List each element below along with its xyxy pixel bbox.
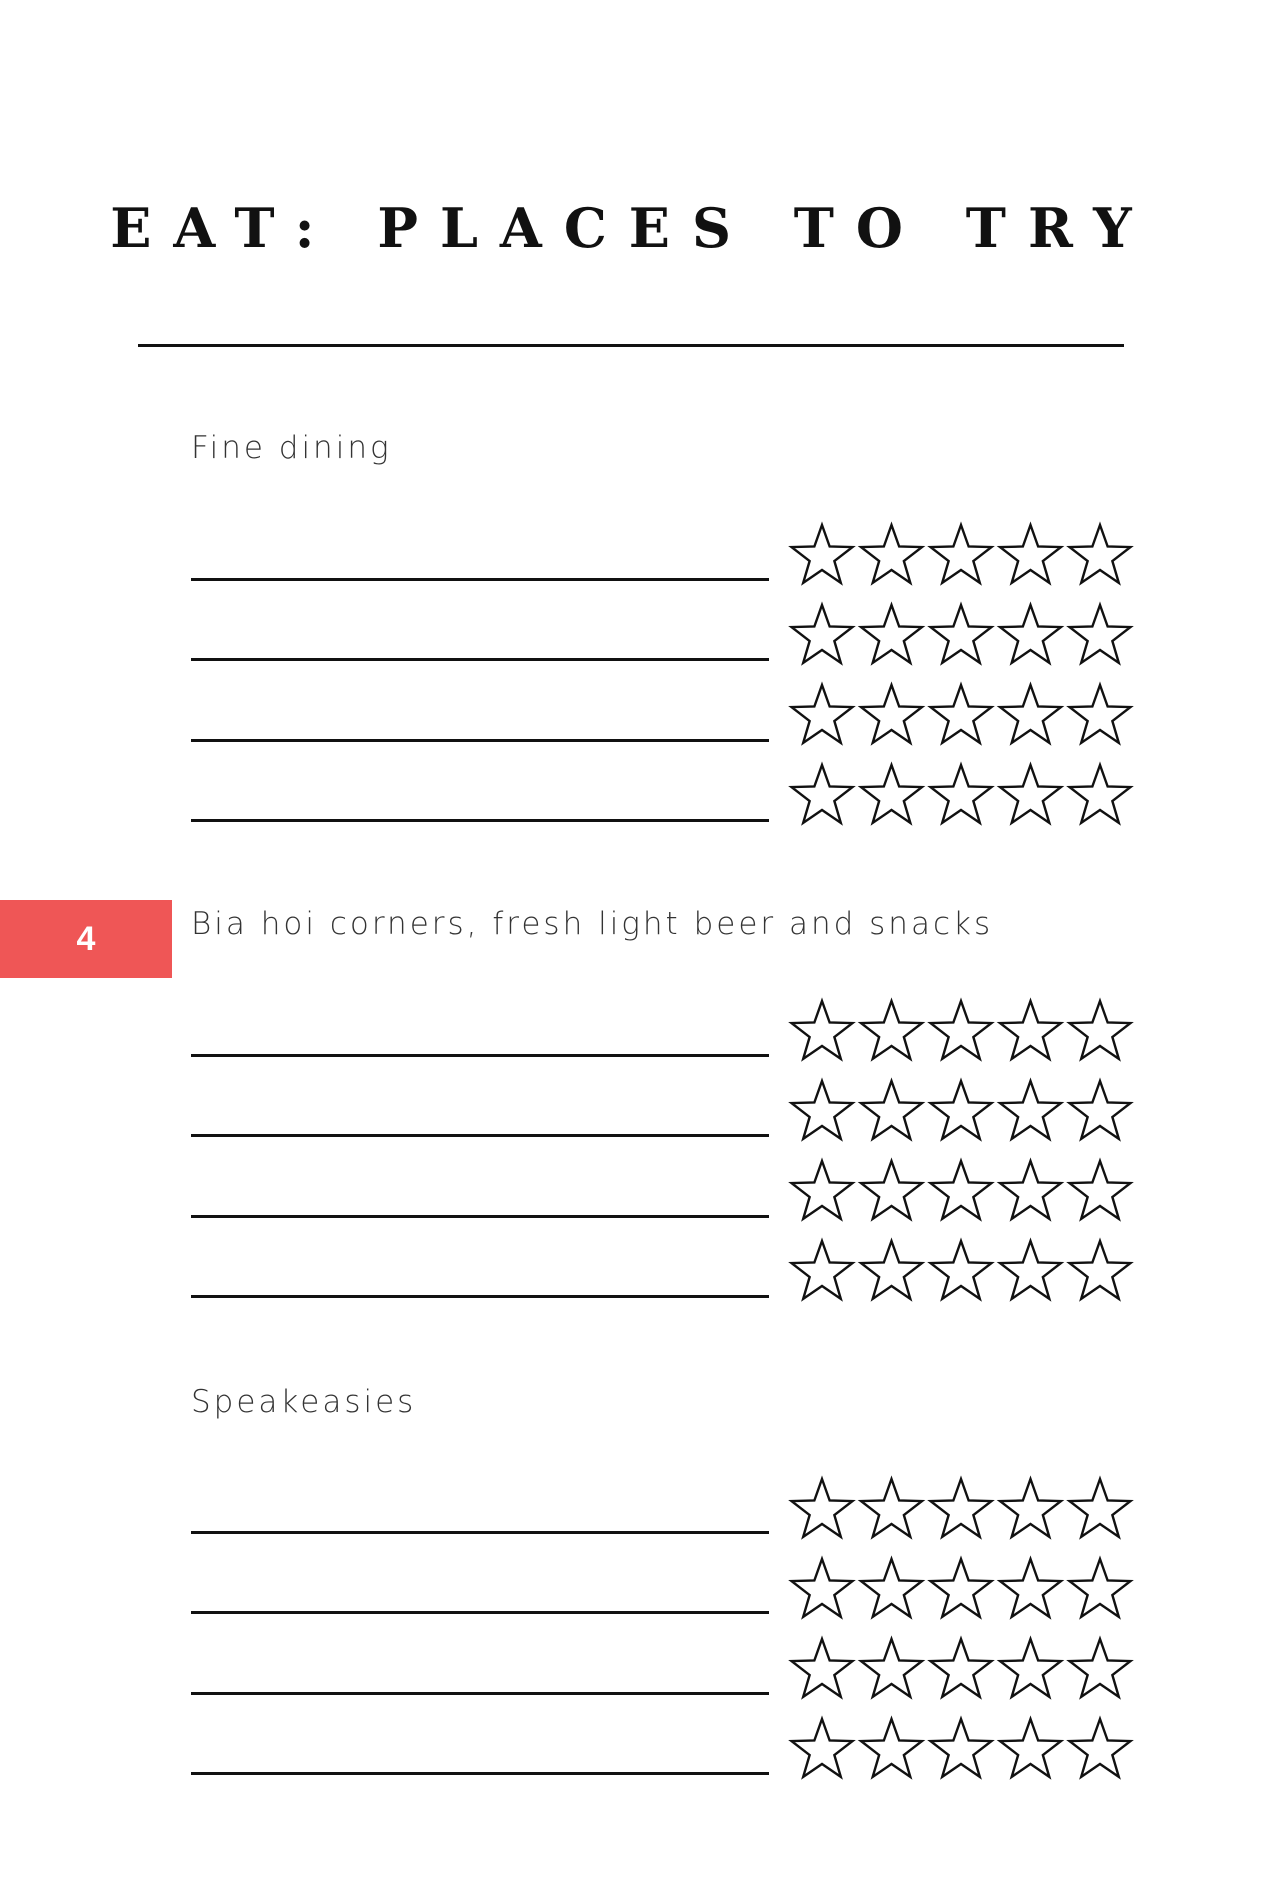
star-outline-icon[interactable] bbox=[792, 1479, 853, 1537]
star-rating[interactable] bbox=[788, 1076, 1134, 1146]
star-outline-icon[interactable] bbox=[931, 685, 992, 743]
star-outline-icon[interactable] bbox=[1070, 1719, 1131, 1777]
star-outline-icon[interactable] bbox=[792, 765, 853, 823]
star-rating[interactable] bbox=[788, 1714, 1134, 1784]
star-outline-icon[interactable] bbox=[931, 1719, 992, 1777]
star-outline-icon[interactable] bbox=[1070, 605, 1131, 663]
star-outline-icon[interactable] bbox=[1070, 1479, 1131, 1537]
star-outline-icon[interactable] bbox=[1070, 1639, 1131, 1697]
star-outline-icon[interactable] bbox=[861, 1559, 922, 1617]
star-rating[interactable] bbox=[788, 1474, 1134, 1544]
star-rating[interactable] bbox=[788, 600, 1134, 670]
star-rating[interactable] bbox=[788, 520, 1134, 590]
star-outline-icon[interactable] bbox=[1000, 1719, 1061, 1777]
entry-line[interactable] bbox=[191, 1531, 769, 1534]
star-outline-icon[interactable] bbox=[931, 1241, 992, 1299]
page-number-tab: 4 bbox=[0, 900, 172, 978]
star-outline-icon[interactable] bbox=[931, 605, 992, 663]
page-title: EAT: PLACES TO TRY bbox=[110, 196, 1154, 260]
star-outline-icon[interactable] bbox=[931, 1559, 992, 1617]
star-outline-icon[interactable] bbox=[861, 1719, 922, 1777]
star-outline-icon[interactable] bbox=[1000, 605, 1061, 663]
star-outline-icon[interactable] bbox=[861, 1639, 922, 1697]
star-outline-icon[interactable] bbox=[792, 525, 853, 583]
star-outline-icon[interactable] bbox=[861, 1241, 922, 1299]
star-rating[interactable] bbox=[788, 1236, 1134, 1306]
section-label-bia-hoi: Bia hoi corners, fresh light beer and snacks bbox=[191, 906, 994, 942]
entry-line[interactable] bbox=[191, 1692, 769, 1695]
star-outline-icon[interactable] bbox=[1000, 1241, 1061, 1299]
star-outline-icon[interactable] bbox=[931, 1001, 992, 1059]
star-outline-icon[interactable] bbox=[1000, 1559, 1061, 1617]
star-outline-icon[interactable] bbox=[931, 525, 992, 583]
star-rating[interactable] bbox=[788, 680, 1134, 750]
entry-line[interactable] bbox=[191, 739, 769, 742]
star-outline-icon[interactable] bbox=[792, 1001, 853, 1059]
title-divider bbox=[138, 344, 1124, 347]
star-outline-icon[interactable] bbox=[1000, 765, 1061, 823]
star-outline-icon[interactable] bbox=[1000, 685, 1061, 743]
star-outline-icon[interactable] bbox=[792, 1639, 853, 1697]
star-outline-icon[interactable] bbox=[861, 765, 922, 823]
star-outline-icon[interactable] bbox=[1070, 765, 1131, 823]
entry-line[interactable] bbox=[191, 1611, 769, 1614]
star-outline-icon[interactable] bbox=[792, 1559, 853, 1617]
star-outline-icon[interactable] bbox=[931, 1161, 992, 1219]
star-outline-icon[interactable] bbox=[1070, 685, 1131, 743]
star-outline-icon[interactable] bbox=[1070, 1559, 1131, 1617]
star-outline-icon[interactable] bbox=[792, 1241, 853, 1299]
star-outline-icon[interactable] bbox=[1070, 1001, 1131, 1059]
star-outline-icon[interactable] bbox=[861, 605, 922, 663]
star-outline-icon[interactable] bbox=[1000, 1081, 1061, 1139]
star-outline-icon[interactable] bbox=[861, 1479, 922, 1537]
star-rating[interactable] bbox=[788, 996, 1134, 1066]
star-outline-icon[interactable] bbox=[1070, 1081, 1131, 1139]
star-outline-icon[interactable] bbox=[931, 1639, 992, 1697]
star-outline-icon[interactable] bbox=[792, 685, 853, 743]
entry-line[interactable] bbox=[191, 578, 769, 581]
entry-line[interactable] bbox=[191, 1215, 769, 1218]
star-outline-icon[interactable] bbox=[931, 1081, 992, 1139]
star-outline-icon[interactable] bbox=[1000, 1479, 1061, 1537]
star-outline-icon[interactable] bbox=[792, 1719, 853, 1777]
entry-line[interactable] bbox=[191, 819, 769, 822]
star-outline-icon[interactable] bbox=[861, 1001, 922, 1059]
star-outline-icon[interactable] bbox=[1000, 1161, 1061, 1219]
star-outline-icon[interactable] bbox=[861, 525, 922, 583]
star-outline-icon[interactable] bbox=[931, 765, 992, 823]
star-outline-icon[interactable] bbox=[861, 685, 922, 743]
entry-line[interactable] bbox=[191, 1134, 769, 1137]
star-outline-icon[interactable] bbox=[931, 1479, 992, 1537]
star-outline-icon[interactable] bbox=[1070, 525, 1131, 583]
entry-line[interactable] bbox=[191, 658, 769, 661]
star-outline-icon[interactable] bbox=[1000, 1001, 1061, 1059]
star-outline-icon[interactable] bbox=[1000, 1639, 1061, 1697]
star-outline-icon[interactable] bbox=[1000, 525, 1061, 583]
star-rating[interactable] bbox=[788, 1156, 1134, 1226]
star-outline-icon[interactable] bbox=[1070, 1161, 1131, 1219]
star-outline-icon[interactable] bbox=[792, 1081, 853, 1139]
star-rating[interactable] bbox=[788, 1554, 1134, 1624]
entry-line[interactable] bbox=[191, 1295, 769, 1298]
entry-line[interactable] bbox=[191, 1054, 769, 1057]
star-outline-icon[interactable] bbox=[861, 1081, 922, 1139]
star-outline-icon[interactable] bbox=[1070, 1241, 1131, 1299]
star-rating[interactable] bbox=[788, 1634, 1134, 1704]
star-outline-icon[interactable] bbox=[792, 605, 853, 663]
star-outline-icon[interactable] bbox=[792, 1161, 853, 1219]
entry-line[interactable] bbox=[191, 1772, 769, 1775]
star-outline-icon[interactable] bbox=[861, 1161, 922, 1219]
star-rating[interactable] bbox=[788, 760, 1134, 830]
section-label-speakeasies: Speakeasies bbox=[191, 1384, 417, 1420]
section-label-fine-dining: Fine dining bbox=[191, 430, 392, 466]
